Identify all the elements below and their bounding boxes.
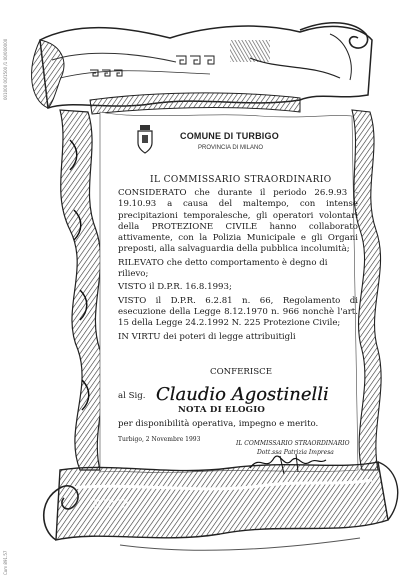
paragraph-in-virtu: IN VIRTU dei poteri di legge attribuitigli xyxy=(118,331,296,342)
official-signature xyxy=(240,446,330,476)
award-title: NOTA DI ELOGIO xyxy=(178,405,266,415)
signatory-title: IL COMMISSARIO STRAORDINARIO xyxy=(236,440,350,447)
margin-note-bottom: Com 891.57 xyxy=(3,550,8,575)
document-title: IL COMMISSARIO STRAORDINARIO xyxy=(150,175,332,185)
recipient-name: Claudio Agostinelli xyxy=(156,384,329,405)
paragraph-considerato: CONSIDERATO che durante il periodo 26.9.93 - 19.10.93 a causa del maltempo, con intense precipitazioni temporalesche, gli operatori volontari della PROTEZIONE CIVILE hanno collaborato attivamente, con la Polizia Municipale e gli Organi preposti, alla salvaguardia della pubblica incolumità; xyxy=(118,188,358,255)
paragraph-visto-2: VISTO il D.P.R. 6.2.81 n. 66, Regolamento di esecuzione della Legge 8.12.1970 n. 966 nonchè l'art. 15 della Legge 24.2.1992 N. 225 Protezione Civile; xyxy=(118,295,358,329)
al-sig-label: al Sig. xyxy=(118,391,146,401)
paragraph-rilevato: RILEVATO che detto comportamento è degno di rilievo; xyxy=(118,257,328,280)
margin-note-top: 001000 00/1500 /1 00/000000 xyxy=(3,38,8,100)
comune-name: COMUNE DI TURBIGO xyxy=(180,131,279,141)
municipal-crest-icon xyxy=(136,125,154,155)
conferisce-heading: CONFERISCE xyxy=(210,367,272,377)
signatory-name: Dott.ssa Patrizia Impresa xyxy=(257,449,334,456)
paragraph-visto-1: VISTO il D.P.R. 16.8.1993; xyxy=(118,282,232,293)
provincia-name: PROVINCIA DI MILANO xyxy=(198,145,264,151)
municipal-header xyxy=(136,125,306,161)
date-line: Turbigo, 2 Novembre 1993 xyxy=(118,436,201,443)
award-reason: per disponibilità operativa, impegno e merito. xyxy=(118,419,319,429)
document-body xyxy=(118,188,358,343)
